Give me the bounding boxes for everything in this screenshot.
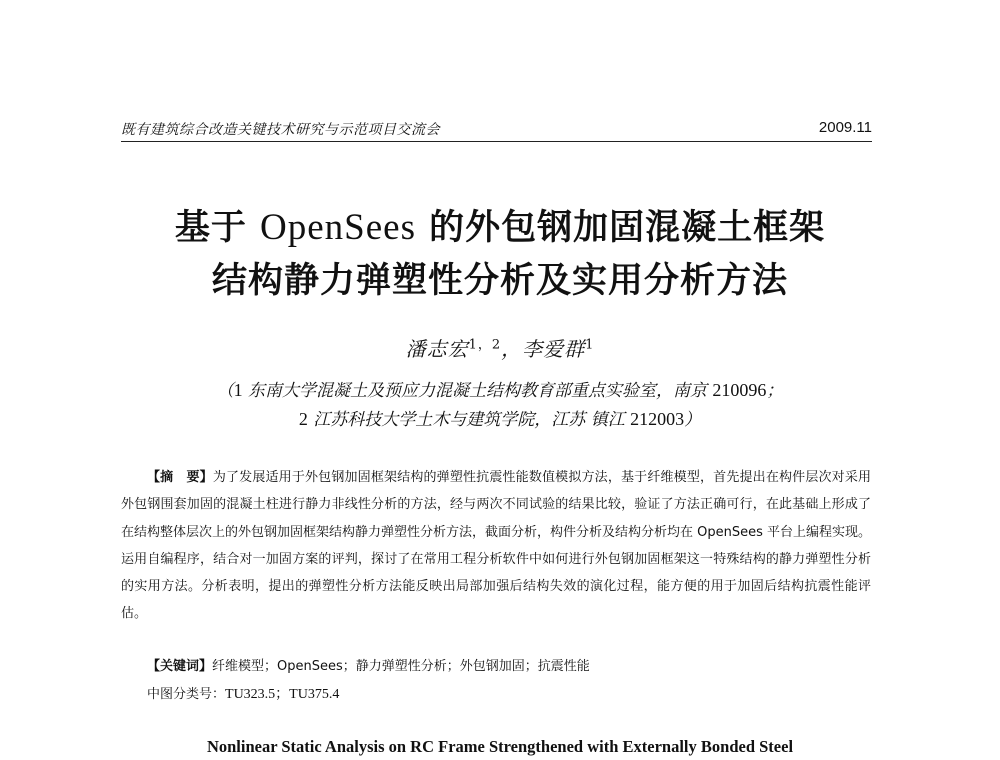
affiliation-zip: 210096 [712,380,767,400]
author-list [0,333,1000,362]
paper-title-line-2: 结构静力弹塑性分析及实用分析方法 [211,261,788,301]
affiliation-line-2 [0,405,1000,430]
paper-title-line-1 [0,200,1000,250]
keywords-label: 【关键词】 [147,659,213,674]
keywords-text: 纤维模型；OpenSees；静力弹塑性分析；外包钢加固；抗震性能 [212,659,590,674]
author-name: 潘志宏 [405,337,469,361]
affiliation-end: ； [766,381,784,401]
affiliation-open-paren: （ [216,381,234,401]
conference-name: 既有建筑综合改造关键技术研究与示范项目交流会 [121,122,440,138]
issue-date: 2009.11 [818,119,872,136]
affiliation-line-1 [0,376,1000,401]
affiliation-number: 1 [233,380,243,400]
classification-value: TU323.5；TU375.4 [225,687,340,702]
classification-number [147,683,339,703]
abstract-label: 【摘 要】 [147,470,213,485]
author-name: 李爱群 [522,337,586,361]
running-header [121,119,872,145]
classification-label: 中图分类号： [147,687,226,702]
header-rule [121,141,872,142]
affiliation-number: 2 [298,409,308,429]
author-separator: ， [501,337,523,361]
title-line1-latin: OpenSees [260,207,416,248]
keywords [147,655,590,674]
abstract-text: 为了发展适用于外包钢加固框架结构的弹塑性抗震性能数值模拟方法，基于纤维模型，首先提出在构件层次对采用外包钢围套加固的混凝土柱进行静力非线性分析的方法，经与两次不同试验的结果比较，验证了方法正确可行，在此基础上形成了在结构整体层次上的外包钢加固框架结构静力弹塑性分析方法，截面分析，构件分析及结构分析均在 OpenSees 平台上编程实现。运用自编程序，结合对一加固方案的评判，探讨了在常用工程分析软件中如何进行外包钢加固框架这一特殊结构的静力弹塑性分析的实用方法。分析表明，提出的弹塑性分析方法能反映出局部加强后结构失效的演化过程，能方便的用于加固后结构抗震性能评估。 [121,470,872,622]
title-line1-suffix: 的外包钢加固混凝土框架 [415,208,826,248]
affiliation-text: 江苏科技大学土木与建筑学院，江苏 镇江 [307,410,631,430]
author-affiliation-mark: 1 [585,337,595,353]
english-title: Nonlinear Static Analysis on RC Frame Strengthened with Externally Bonded Steel [206,737,794,756]
affiliation-close-paren: ） [684,410,702,430]
affiliation-text: 东南大学混凝土及预应力混凝土结构教育部重点实验室，南京 [242,381,713,401]
affiliation-zip: 212003 [630,409,685,429]
author-affiliation-mark: 1，2 [468,337,502,353]
abstract [121,464,871,628]
title-line1-prefix: 基于 [174,208,261,248]
